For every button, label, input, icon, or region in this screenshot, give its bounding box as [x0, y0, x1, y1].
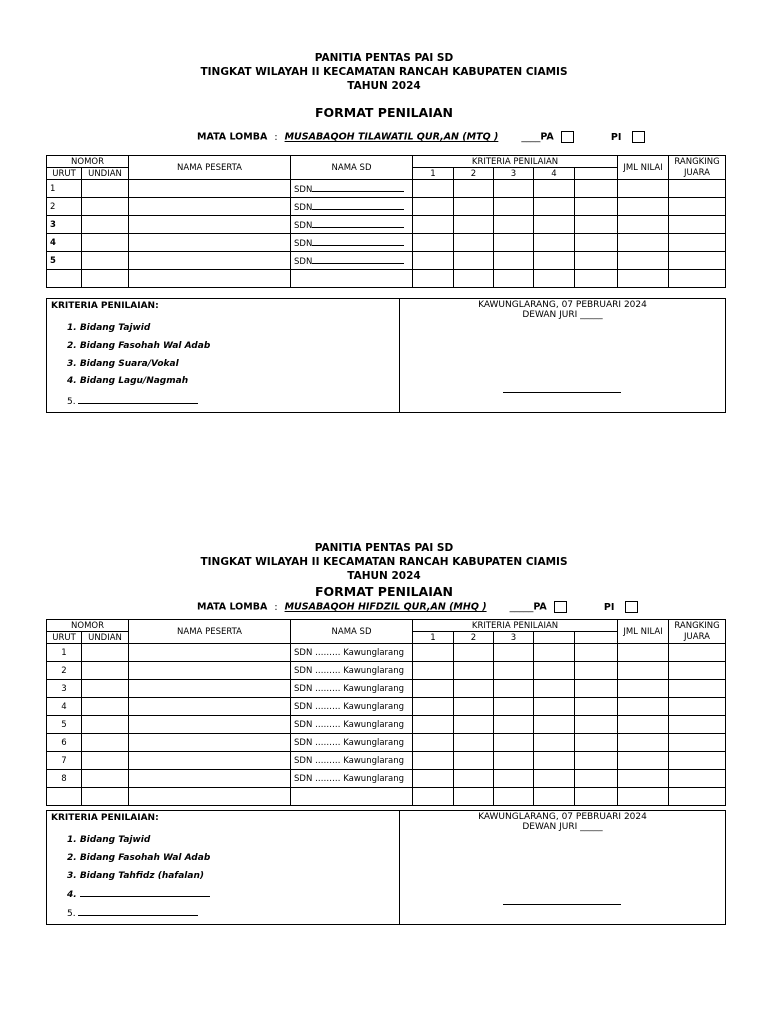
form-1-header — [0, 51, 768, 93]
nama-sd-header: NAMA SD — [291, 620, 413, 644]
criteria-item-blank — [67, 888, 210, 900]
urut-cell: 8 — [47, 770, 82, 788]
committee-year: TAHUN 2024 — [347, 570, 421, 582]
table-row — [47, 788, 726, 806]
table-row — [47, 734, 726, 752]
criteria-item: 1. Bidang Tajwid — [67, 835, 151, 845]
score-cell[interactable] — [494, 716, 534, 734]
nama-peserta-cell[interactable] — [129, 216, 291, 234]
nama-sd-header: NAMA SD — [291, 156, 413, 180]
score-cell[interactable] — [494, 234, 534, 252]
pi-label: PI — [610, 131, 622, 143]
undian-cell[interactable] — [82, 252, 129, 270]
nama-peserta-cell[interactable] — [129, 662, 291, 680]
nama-peserta-cell[interactable] — [129, 680, 291, 698]
sdn-blank — [312, 237, 404, 246]
nama-sd-cell[interactable]: SDN ……… Kawunglarang — [291, 716, 413, 734]
criteria-title: KRITERIA PENILAIAN: — [51, 301, 159, 311]
table-row — [47, 770, 726, 788]
criteria-item: 2. Bidang Fasohah Wal Adab — [67, 853, 211, 863]
nama-peserta-cell[interactable] — [129, 788, 291, 806]
undian-cell[interactable] — [82, 662, 129, 680]
urut-cell: 3 — [47, 216, 82, 234]
score-cell[interactable] — [454, 180, 494, 198]
form-2-mata-lomba — [197, 601, 638, 613]
nama-sd-cell[interactable]: SDN ……… Kawunglarang — [291, 644, 413, 662]
score-cell[interactable] — [575, 788, 618, 806]
nama-peserta-cell[interactable] — [129, 198, 291, 216]
nomor-header: NOMOR — [47, 156, 129, 168]
kriteria-header: KRITERIA PENILAIAN — [413, 156, 618, 168]
undian-cell[interactable] — [82, 770, 129, 788]
score-cell[interactable] — [534, 752, 575, 770]
criteria-blank-line — [78, 907, 198, 916]
score-cell[interactable] — [575, 252, 618, 270]
urut-cell: 4 — [47, 698, 82, 716]
kriteria-1-header: 1 — [413, 632, 454, 644]
score-cell[interactable] — [575, 234, 618, 252]
blank-line: ____ — [521, 131, 541, 143]
score-cell[interactable] — [494, 216, 534, 234]
table-row — [47, 180, 726, 198]
jml-cell[interactable] — [618, 234, 669, 252]
jml-cell[interactable] — [618, 662, 669, 680]
score-cell[interactable] — [454, 716, 494, 734]
nama-peserta-cell[interactable] — [129, 644, 291, 662]
jml-cell[interactable] — [618, 644, 669, 662]
undian-cell[interactable] — [82, 698, 129, 716]
score-cell[interactable] — [494, 644, 534, 662]
undian-header: UNDIAN — [82, 168, 129, 180]
blank-line: _____ — [509, 601, 534, 613]
nama-sd-cell[interactable]: SDN ……… Kawunglarang — [291, 734, 413, 752]
rank-cell[interactable] — [669, 252, 726, 270]
colon: : — [274, 131, 278, 143]
mata-lomba-label: MATA LOMBA — [197, 601, 268, 613]
score-cell[interactable] — [534, 270, 575, 288]
rangking-label: RANGKING — [674, 620, 720, 631]
pi-checkbox[interactable] — [632, 131, 645, 143]
rank-cell[interactable] — [669, 698, 726, 716]
score-cell[interactable] — [413, 180, 454, 198]
criteria-blank-line — [78, 395, 198, 404]
table-row — [47, 252, 726, 270]
kriteria-4-header: 4 — [534, 168, 575, 180]
score-cell[interactable] — [575, 716, 618, 734]
form-1-score-table — [46, 155, 726, 288]
dewan-juri: DEWAN JURI _____ — [522, 310, 603, 320]
score-cell[interactable] — [494, 270, 534, 288]
jml-cell[interactable] — [618, 216, 669, 234]
score-cell[interactable] — [534, 644, 575, 662]
score-cell[interactable] — [413, 234, 454, 252]
nama-sd-cell[interactable]: SDN ……… Kawunglarang — [291, 698, 413, 716]
criteria-item: 3. Bidang Tahfidz (hafalan) — [67, 871, 204, 881]
rank-cell[interactable] — [669, 644, 726, 662]
criteria-panel — [47, 299, 400, 412]
score-cell[interactable] — [575, 698, 618, 716]
pa-label: PA — [533, 601, 547, 613]
score-cell[interactable] — [494, 788, 534, 806]
pi-checkbox[interactable] — [625, 601, 638, 613]
score-cell[interactable] — [534, 198, 575, 216]
rangking-header — [669, 620, 726, 644]
kriteria-4-header — [534, 632, 575, 644]
form-1-footer — [46, 298, 726, 413]
score-cell[interactable] — [413, 752, 454, 770]
score-cell[interactable] — [534, 252, 575, 270]
score-cell[interactable] — [494, 770, 534, 788]
jml-cell[interactable] — [618, 270, 669, 288]
nama-peserta-cell[interactable] — [129, 734, 291, 752]
place-date: KAWUNGLARANG, 07 PEBRUARI 2024 — [478, 812, 647, 822]
score-cell[interactable] — [413, 734, 454, 752]
kriteria-2-header: 2 — [454, 632, 494, 644]
signature-line — [503, 904, 621, 905]
table-row — [47, 680, 726, 698]
nama-peserta-cell[interactable] — [129, 180, 291, 198]
score-cell[interactable] — [534, 680, 575, 698]
sdn-label: SDN — [294, 256, 313, 267]
committee-title: PANITIA PENTAS PAI SD — [314, 542, 454, 554]
criteria-title: KRITERIA PENILAIAN: — [51, 813, 159, 823]
rank-cell[interactable] — [669, 216, 726, 234]
jml-cell[interactable] — [618, 788, 669, 806]
score-cell[interactable] — [494, 662, 534, 680]
kriteria-5-header — [575, 632, 618, 644]
nama-peserta-cell[interactable] — [129, 698, 291, 716]
committee-title: PANITIA PENTAS PAI SD — [314, 52, 454, 64]
criteria-number: 5. — [67, 397, 76, 407]
undian-cell[interactable] — [82, 734, 129, 752]
table-row — [47, 662, 726, 680]
urut-cell: 2 — [47, 662, 82, 680]
score-cell[interactable] — [454, 216, 494, 234]
nama-peserta-cell[interactable] — [129, 270, 291, 288]
undian-cell[interactable] — [82, 234, 129, 252]
score-cell[interactable] — [534, 788, 575, 806]
sdn-blank — [312, 255, 404, 264]
kriteria-5-header — [575, 168, 618, 180]
undian-cell[interactable] — [82, 180, 129, 198]
sdn-blank — [312, 183, 404, 192]
score-cell[interactable] — [575, 644, 618, 662]
nama-sd-cell[interactable]: SDN ……… Kawunglarang — [291, 680, 413, 698]
rank-cell[interactable] — [669, 752, 726, 770]
sdn-label: SDN — [294, 238, 313, 249]
jml-cell[interactable] — [618, 198, 669, 216]
score-cell[interactable] — [454, 788, 494, 806]
nama-sd-cell[interactable] — [291, 234, 413, 252]
score-cell[interactable] — [454, 644, 494, 662]
jml-nilai-header: JML NILAI — [618, 156, 669, 180]
rank-cell[interactable] — [669, 734, 726, 752]
score-cell[interactable] — [454, 770, 494, 788]
nama-sd-cell[interactable] — [291, 216, 413, 234]
rank-cell[interactable] — [669, 234, 726, 252]
urut-cell: 3 — [47, 680, 82, 698]
nama-sd-cell[interactable] — [291, 270, 413, 288]
score-cell[interactable] — [413, 698, 454, 716]
score-cell[interactable] — [534, 234, 575, 252]
undian-cell[interactable] — [82, 644, 129, 662]
urut-cell: 5 — [47, 716, 82, 734]
mata-lomba-label: MATA LOMBA — [197, 131, 268, 143]
score-cell[interactable] — [454, 234, 494, 252]
urut-cell: 2 — [47, 198, 82, 216]
score-cell[interactable] — [575, 180, 618, 198]
sdn-label: SDN — [294, 184, 313, 195]
urut-cell: 5 — [47, 252, 82, 270]
score-cell[interactable] — [413, 198, 454, 216]
nama-peserta-header: NAMA PESERTA — [129, 156, 291, 180]
kriteria-3-header: 3 — [494, 632, 534, 644]
jml-cell[interactable] — [618, 752, 669, 770]
score-cell[interactable] — [575, 770, 618, 788]
score-cell[interactable] — [454, 662, 494, 680]
signature-panel — [400, 299, 725, 412]
nama-sd-cell[interactable] — [291, 198, 413, 216]
score-cell[interactable] — [494, 180, 534, 198]
rangking-label: RANGKING — [674, 156, 720, 167]
criteria-item: 4. Bidang Lagu/Nagmah — [67, 376, 189, 386]
rank-cell[interactable] — [669, 716, 726, 734]
table-row — [47, 216, 726, 234]
score-cell[interactable] — [454, 752, 494, 770]
nama-peserta-cell[interactable] — [129, 234, 291, 252]
jml-cell[interactable] — [618, 252, 669, 270]
sdn-label: SDN — [294, 202, 313, 213]
kriteria-header: KRITERIA PENILAIAN — [413, 620, 618, 632]
jml-cell[interactable] — [618, 770, 669, 788]
jml-nilai-header: JML NILAI — [618, 620, 669, 644]
undian-cell[interactable] — [82, 216, 129, 234]
table-row — [47, 752, 726, 770]
criteria-item-blank — [67, 907, 198, 919]
pa-checkbox[interactable] — [561, 131, 574, 143]
urut-cell[interactable] — [47, 270, 82, 288]
committee-year: TAHUN 2024 — [347, 80, 421, 92]
form-1-mata-lomba — [197, 131, 645, 143]
pa-label: PA — [540, 131, 554, 143]
urut-cell: 1 — [47, 644, 82, 662]
urut-cell: 1 — [47, 180, 82, 198]
score-cell[interactable] — [494, 752, 534, 770]
pi-label: PI — [603, 601, 615, 613]
table-row — [47, 644, 726, 662]
score-cell[interactable] — [454, 734, 494, 752]
table-row — [47, 234, 726, 252]
criteria-blank-line — [80, 888, 210, 897]
undian-cell[interactable] — [82, 752, 129, 770]
nama-peserta-cell[interactable] — [129, 716, 291, 734]
undian-cell[interactable] — [82, 680, 129, 698]
sdn-blank — [312, 201, 404, 210]
undian-cell[interactable] — [82, 788, 129, 806]
nama-sd-cell[interactable] — [291, 788, 413, 806]
kriteria-1-header: 1 — [413, 168, 454, 180]
colon: : — [274, 601, 278, 613]
urut-cell: 4 — [47, 234, 82, 252]
score-cell[interactable] — [575, 680, 618, 698]
criteria-item: 2. Bidang Fasohah Wal Adab — [67, 341, 211, 351]
criteria-item-blank — [67, 395, 198, 407]
nama-sd-cell[interactable] — [291, 180, 413, 198]
rank-cell[interactable] — [669, 198, 726, 216]
juara-label: JUARA — [684, 631, 710, 642]
rangking-header — [669, 156, 726, 180]
nama-peserta-header: NAMA PESERTA — [129, 620, 291, 644]
committee-region: TINGKAT WILAYAH II KECAMATAN RANCAH KABUPATEN CIAMIS — [200, 556, 568, 568]
undian-cell[interactable] — [82, 198, 129, 216]
score-cell[interactable] — [413, 270, 454, 288]
score-cell[interactable] — [575, 752, 618, 770]
score-cell[interactable] — [575, 734, 618, 752]
score-cell[interactable] — [494, 680, 534, 698]
place-date: KAWUNGLARANG, 07 PEBRUARI 2024 — [478, 300, 647, 310]
score-cell[interactable] — [534, 662, 575, 680]
form-2-footer — [46, 810, 726, 925]
juara-label: JUARA — [684, 167, 710, 178]
rank-cell[interactable] — [669, 788, 726, 806]
score-cell[interactable] — [454, 680, 494, 698]
urut-header: URUT — [47, 168, 82, 180]
jml-cell[interactable] — [618, 734, 669, 752]
score-cell[interactable] — [413, 680, 454, 698]
nama-sd-cell[interactable]: SDN ……… Kawunglarang — [291, 770, 413, 788]
sdn-blank — [312, 219, 404, 228]
nama-peserta-cell[interactable] — [129, 770, 291, 788]
undian-cell[interactable] — [82, 270, 129, 288]
criteria-number: 5. — [67, 909, 76, 919]
score-cell[interactable] — [494, 252, 534, 270]
form-2-header — [0, 541, 768, 583]
score-cell[interactable] — [413, 788, 454, 806]
score-cell[interactable] — [413, 644, 454, 662]
criteria-panel — [47, 811, 400, 924]
rank-cell[interactable] — [669, 180, 726, 198]
table-row — [47, 198, 726, 216]
criteria-number: 4. — [67, 890, 77, 900]
score-cell[interactable] — [413, 716, 454, 734]
score-cell[interactable] — [534, 770, 575, 788]
signature-panel — [400, 811, 725, 924]
rank-cell[interactable] — [669, 770, 726, 788]
urut-header: URUT — [47, 632, 82, 644]
score-cell[interactable] — [534, 734, 575, 752]
score-cell[interactable] — [454, 252, 494, 270]
nama-peserta-cell[interactable] — [129, 252, 291, 270]
score-cell[interactable] — [534, 698, 575, 716]
table-row — [47, 698, 726, 716]
nama-sd-cell[interactable]: SDN ……… Kawunglarang — [291, 662, 413, 680]
undian-cell[interactable] — [82, 716, 129, 734]
table-row — [47, 716, 726, 734]
score-cell[interactable] — [575, 216, 618, 234]
jml-cell[interactable] — [618, 698, 669, 716]
urut-cell: 6 — [47, 734, 82, 752]
signature-line — [503, 392, 621, 393]
score-cell[interactable] — [494, 698, 534, 716]
competition-name: MUSABAQOH HIFDZIL QUR,AN (MHQ ) — [284, 601, 487, 613]
jml-cell[interactable] — [618, 716, 669, 734]
score-cell[interactable] — [454, 198, 494, 216]
rank-cell[interactable] — [669, 270, 726, 288]
score-cell[interactable] — [575, 270, 618, 288]
competition-name: MUSABAQOH TILAWATIL QUR,AN (MTQ ) — [284, 131, 499, 143]
score-cell[interactable] — [413, 662, 454, 680]
pa-checkbox[interactable] — [554, 601, 567, 613]
jml-cell[interactable] — [618, 680, 669, 698]
score-cell[interactable] — [575, 198, 618, 216]
score-cell[interactable] — [534, 180, 575, 198]
form-1-title: FORMAT PENILAIAN — [314, 105, 454, 120]
score-cell[interactable] — [494, 198, 534, 216]
nomor-header: NOMOR — [47, 620, 129, 632]
score-cell[interactable] — [413, 216, 454, 234]
nama-sd-cell[interactable]: SDN ……… Kawunglarang — [291, 752, 413, 770]
criteria-item: 1. Bidang Tajwid — [67, 323, 151, 333]
score-cell[interactable] — [413, 252, 454, 270]
committee-region: TINGKAT WILAYAH II KECAMATAN RANCAH KABUPATEN CIAMIS — [200, 66, 568, 78]
rank-cell[interactable] — [669, 662, 726, 680]
form-2-title: FORMAT PENILAIAN — [314, 584, 454, 599]
form-2-score-table — [46, 619, 726, 806]
undian-header: UNDIAN — [82, 632, 129, 644]
urut-cell[interactable] — [47, 788, 82, 806]
score-cell[interactable] — [534, 216, 575, 234]
jml-cell[interactable] — [618, 180, 669, 198]
rank-cell[interactable] — [669, 680, 726, 698]
criteria-item: 3. Bidang Suara/Vokal — [67, 359, 179, 369]
sdn-label: SDN — [294, 220, 313, 231]
nama-sd-cell[interactable] — [291, 252, 413, 270]
score-cell[interactable] — [575, 662, 618, 680]
kriteria-3-header: 3 — [494, 168, 534, 180]
score-cell[interactable] — [454, 270, 494, 288]
nama-peserta-cell[interactable] — [129, 752, 291, 770]
urut-cell: 7 — [47, 752, 82, 770]
score-cell[interactable] — [534, 716, 575, 734]
score-cell[interactable] — [454, 698, 494, 716]
kriteria-2-header: 2 — [454, 168, 494, 180]
table-row — [47, 270, 726, 288]
dewan-juri: DEWAN JURI _____ — [522, 822, 603, 832]
score-cell[interactable] — [413, 770, 454, 788]
score-cell[interactable] — [494, 734, 534, 752]
